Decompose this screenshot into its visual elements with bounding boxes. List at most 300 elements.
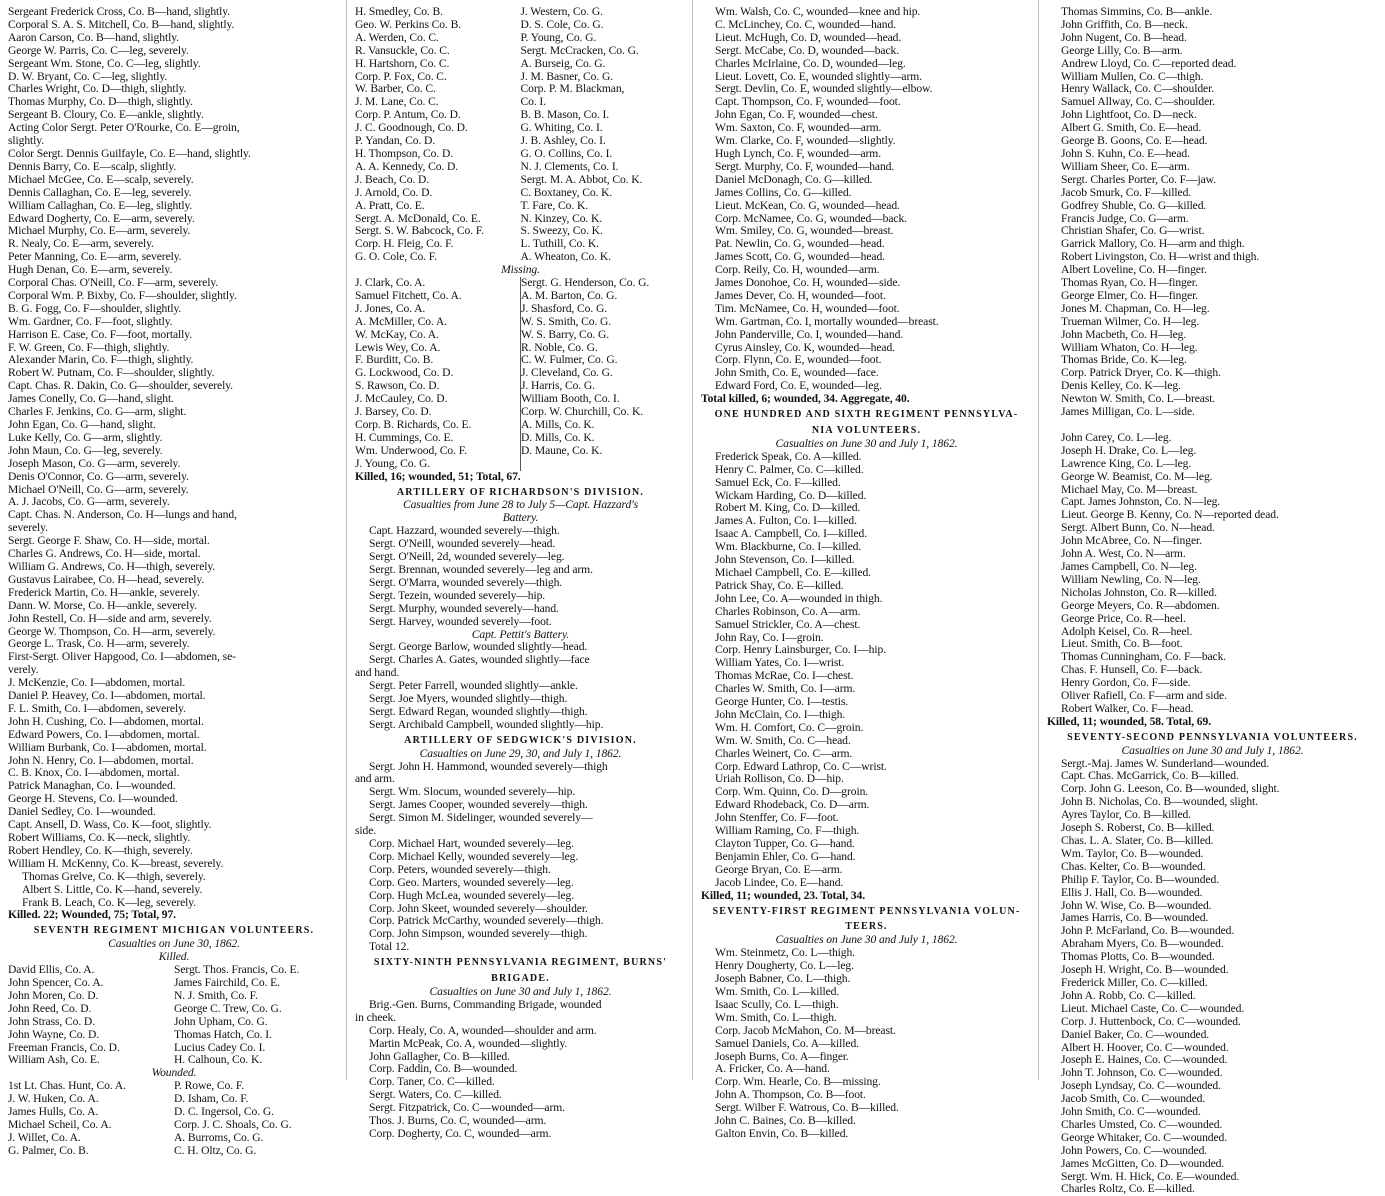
casualty-entry: John Macbeth, Co. H—leg. [1061, 327, 1187, 341]
name-pair-row [355, 187, 686, 200]
name-entry-right: John Upham, Co. G. [174, 1014, 268, 1028]
name-entry-right: L. Tuthill, Co. K. [520, 237, 599, 251]
casualty-entry: Capt. Thompson, Co. F, wounded—foot. [715, 95, 901, 109]
casualty-entry: Charles Umsted, Co. C—wounded. [1061, 1117, 1223, 1131]
casualty-entry: Hugh Denan, Co. E—arm, severely. [8, 263, 173, 277]
casualty-entry: Uriah Rollison, Co. D—hip. [715, 772, 844, 786]
casualty-entry: Sergt. Wm. H. Hick, Co. E—wounded. [1061, 1169, 1240, 1183]
name-pair-row [8, 1029, 340, 1042]
name-entry-left: A. A. Kennedy, Co. D. [355, 159, 459, 173]
casualty-entry: John Carey, Co. L—leg. [1061, 430, 1172, 444]
casualty-entry: John A. Thompson, Co. B—foot. [715, 1088, 866, 1102]
casualty-entry: Patrick Managhan, Co. I—wounded. [8, 779, 176, 793]
name-entry-left: Sergt. S. W. Babcock, Co. F. [355, 224, 485, 238]
casualty-entry: Charles Robinson, Co. A—arm. [715, 604, 861, 618]
casualty-entry: Corp. Faddin, Co. B—wounded. [369, 1062, 518, 1076]
casualty-entry: John Panderville, Co. I, wounded—hand. [715, 327, 904, 341]
casualty-entry: Sergt. Wilber F. Watrous, Co. B—killed. [715, 1101, 899, 1115]
casualty-entry: John Powers, Co. C—wounded. [1061, 1143, 1208, 1157]
casualty-entry: Aaron Carson, Co. B—hand, slightly. [8, 30, 179, 44]
casualty-entry: George W. Thompson, Co. H—arm, severely. [8, 624, 216, 638]
name-pair-row [355, 148, 686, 161]
casualty-entry: James McGitten, Co. D—wounded. [1061, 1156, 1225, 1170]
casualty-entry: Sergt. Archibald Campbell, wounded slightly—hip. [369, 717, 604, 731]
section-heading: NIA VOLUNTEERS. [811, 425, 922, 436]
casualty-entry: John W. Wise, Co. B—wounded. [1061, 898, 1212, 912]
name-entry-left: Sergt. A. McDonald, Co. E. [355, 211, 481, 225]
casualty-entry: Lieut. Michael Caste, Co. C—wounded. [1061, 1001, 1245, 1015]
section-subheading: Casualties on June 30 and July 1, 1862. [429, 984, 612, 998]
casualty-entry: B. G. Fogg, Co. F—shoulder, slightly. [8, 301, 182, 315]
casualty-entry: George Hunter, Co. I—testis. [715, 695, 849, 709]
name-entry-left: G. O. Cole, Co. F. [355, 250, 437, 264]
casualty-entry: John Ray, Co. I—groin. [715, 630, 824, 644]
casualty-entry: Sergt. Charles A. Gates, wounded slightly—face [369, 653, 590, 667]
casualty-entry: John Egan, Co. G—hand, slight. [8, 418, 156, 431]
casualty-total: Killed, 16; wounded, 51; Total, 67. [355, 469, 521, 483]
name-entry-left: David Ellis, Co. A. [8, 963, 95, 977]
casualty-entry: Cyrus Ainsley, Co. K, wounded—head. [715, 340, 895, 354]
casualty-entry: John Stevenson, Co. I—killed. [715, 553, 855, 567]
name-entry-left: Michael Scheil, Co. A. [8, 1117, 112, 1131]
casualty-entry: George H. Stevens, Co. I—wounded. [8, 792, 178, 806]
casualty-entry: Wm. Gartman, Co. I, mortally wounded—breast. [715, 314, 939, 328]
casualty-entry: Michael Campbell, Co. E—killed. [715, 565, 871, 579]
casualty-entry: Daniel P. Heavey, Co. I—abdomen, mortal. [8, 689, 206, 703]
name-pair-row [355, 277, 686, 290]
casualty-entry: Isaac Scully, Co. L—thigh. [715, 997, 839, 1011]
casualty-entry: James Milligan, Co. L—side. [1061, 405, 1195, 419]
name-entry-right: Thomas Hatch, Co. I. [174, 1027, 272, 1041]
casualty-entry: Corp. Edward Lathrop, Co. C—wrist. [715, 759, 887, 773]
casualty-entry: Samuel Eck, Co. F—killed. [715, 475, 841, 489]
casualty-entry: John Egan, Co. F, wounded—chest. [715, 108, 878, 122]
name-entry-right: G. O. Collins, Co. I. [520, 146, 613, 160]
name-entry-right: C. Boxtaney, Co. K. [520, 185, 613, 199]
casualty-entry: Albert Loveline, Co. H—finger. [1061, 263, 1207, 277]
casualty-entry: Martin McPeak, Co. A, wounded—slightly. [369, 1036, 568, 1050]
casualty-entry: Corporal Wm. P. Bixby, Co. F—shoulder, slightly. [8, 288, 237, 302]
casualty-entry: Wm. Smith, Co. L—killed. [715, 984, 840, 998]
casualty-entry: Joseph H. Wright, Co. B—wounded. [1061, 963, 1229, 977]
casualty-entry: Francis Judge, Co. G—arm. [1061, 211, 1189, 225]
name-entry-right [521, 458, 686, 471]
casualty-entry: William Callaghan, Co. E—leg, slightly. [8, 198, 193, 212]
name-pair-row [355, 458, 686, 471]
name-entry-left: Freeman Francis, Co. D. [8, 1040, 120, 1054]
casualty-entry: Denis O'Connor, Co. G—arm, severely. [8, 469, 189, 483]
name-entry-left: A. McMiller, Co. A. [355, 316, 521, 329]
casualty-entry: Charles Weinert, Co. C—arm. [715, 746, 853, 760]
section-subheading: Casualties on June 30, 1862. [108, 937, 240, 951]
casualty-entry: Sergt. George Barlow, wounded slightly—head. [369, 640, 588, 654]
name-entry-left: S. Rawson, Co. D. [355, 380, 521, 393]
name-entry-left: 1st Lt. Chas. Hunt, Co. A. [8, 1079, 126, 1093]
casualty-entry: Charles W. Smith, Co. I—arm. [715, 682, 856, 696]
name-pair-row [355, 200, 686, 213]
casualty-entry: slightly. [8, 134, 45, 148]
casualty-entry: Sergt. George F. Shaw, Co. H—side, mortal. [8, 534, 210, 548]
casualty-entry: Samuel Strickler, Co. A—chest. [715, 617, 861, 631]
casualty-entry: William G. Andrews, Co. H—thigh, severely. [8, 559, 216, 573]
casualty-entry: Samuel Allway, Co. C—shoulder. [1061, 95, 1216, 109]
section-subheading: Killed. [158, 950, 190, 964]
name-pair-row [355, 19, 686, 32]
casualty-entry: Robert Williams, Co. K—neck, slightly. [8, 831, 191, 844]
name-entry-right: S. Sweezy, Co. K. [520, 224, 603, 238]
casualty-entry: Denis Kelley, Co. K—leg. [1061, 379, 1181, 393]
casualty-entry: Garrick Mallory, Co. H—arm and thigh. [1061, 237, 1245, 251]
casualty-entry: Thomas Plotts, Co. B—wounded. [1061, 950, 1215, 964]
casualty-entry: Sergeant Wm. Stone, Co. C—leg, slightly. [8, 56, 201, 70]
casualty-entry: Christian Shafer, Co. G—wrist. [1061, 224, 1205, 238]
name-entry-left: R. Vansuckle, Co. C. [355, 43, 450, 57]
casualty-entry: Edward Ford, Co. E, wounded—leg. [715, 379, 882, 393]
casualty-entry: Corporal S. A. S. Mitchell, Co. B—hand, slightly. [8, 17, 235, 31]
name-entry-right: H. Calhoun, Co. K. [174, 1053, 263, 1067]
name-entry-left: J. Willet, Co. A. [8, 1130, 81, 1144]
casualty-entry: James A. Fulton, Co. I—killed. [715, 514, 857, 528]
name-entry-left: A. Pratt, Co. E. [355, 198, 425, 212]
casualty-entry: F. W. Green, Co. F—thigh, slightly. [8, 340, 170, 354]
section-subheading: Casualties on June 30 and July 1, 1862. [775, 436, 958, 450]
name-entry-left: Lewis Wey, Co. A. [355, 342, 521, 355]
casualty-entry: Adolph Keisel, Co. R—heel. [1061, 624, 1193, 638]
casualty-entry: and arm. [355, 772, 395, 786]
casualty-entry: Charles Roltz, Co. E—killed. [1061, 1182, 1195, 1196]
casualty-entry: Sergt. McCabe, Co. D, wounded—back. [715, 43, 900, 57]
casualty-entry: Dennis Callaghan, Co. E—leg, severely. [8, 185, 192, 199]
section-subheading: Casualties from June 28 to July 5—Capt. Hazzard's [402, 498, 639, 512]
casualty-entry: William H. McKenny, Co. K—breast, severely. [8, 856, 224, 870]
casualty-entry: Wickam Harding, Co. D—killed. [715, 488, 867, 502]
casualty-entry: Sergt. Peter Farrell, wounded slightly—ankle. [369, 679, 578, 693]
name-entry-left: Corp. P. Fox, Co. C. [355, 69, 447, 83]
casualty-entry: Thomas Bride, Co. K—leg. [1061, 353, 1187, 367]
section-heading: ARTILLERY OF RICHARDSON'S DIVISION. [396, 486, 645, 498]
name-pair-row [8, 1003, 340, 1016]
casualty-entry: Wm. Taylor, Co. B—wounded. [1061, 846, 1204, 860]
casualty-entry: Capt. Ansell, D. Wass, Co. K—foot, slightly. [8, 818, 212, 832]
casualty-entry: Sergt. O'Neill, 2d, wounded severely—leg. [369, 550, 565, 564]
name-pair-row [355, 445, 686, 458]
casualty-entry: Harrison E. Case, Co. F—foot, mortally. [8, 327, 193, 341]
name-entry-right: George C. Trew, Co. G. [174, 1001, 282, 1015]
casualty-entry: John McClain, Co. I—thigh. [715, 707, 846, 721]
name-pair-row [355, 6, 686, 19]
casualty-entry: Clayton Tupper, Co. G—hand. [715, 837, 855, 850]
casualty-entry: Corp. Michael Hart, wounded severely—leg. [369, 837, 574, 850]
casualty-entry: Lieut. George B. Kenny, Co. N—reported dead. [1061, 508, 1279, 522]
casualty-entry: Edward Rhodeback, Co. D—arm. [715, 798, 870, 812]
casualty-entry: Wm. Smith, Co. L—thigh. [715, 1010, 837, 1024]
casualty-entry: C. B. Knox, Co. I—abdomen, mortal. [8, 766, 180, 780]
casualty-entry: Wm. Walsh, Co. C, wounded—knee and hip. [715, 5, 921, 18]
casualty-entry: Joseph E. Haines, Co. C—wounded. [1061, 1053, 1228, 1067]
casualty-entry: Dennis Barry, Co. E—scalp, slightly. [8, 159, 177, 173]
section-subheading: Missing. [501, 263, 540, 277]
casualty-entry: Charles Wright, Co. D—thigh, slightly. [8, 82, 187, 96]
casualty-entry: Isaac A. Campbell, Co. I—killed. [715, 527, 867, 541]
casualty-entry: James Donohoe, Co. H, wounded—side. [715, 276, 901, 290]
casualty-entry: Jacob Smurk, Co. F—killed. [1061, 185, 1192, 199]
casualty-entry: John A. West, Co. N—arm. [1061, 547, 1186, 561]
casualty-entry: Michael O'Neill, Co. G—arm, severely. [8, 482, 189, 496]
casualty-entry: Jones M. Chapman, Co. H—leg. [1061, 301, 1210, 315]
name-pair-row [8, 1106, 340, 1119]
section-heading: SEVENTH REGIMENT MICHIGAN VOLUNTEERS. [33, 925, 315, 937]
name-pair-row [8, 990, 340, 1003]
casualty-entry: Frederick Miller, Co. C—killed. [1061, 975, 1208, 989]
casualty-entry: Corp. Wm. Quinn, Co. D—groin. [715, 785, 869, 799]
name-entry-right: William Booth, Co. I. [521, 392, 620, 406]
casualty-entry: Thomas Grelve, Co. K—thigh, severely. [22, 869, 206, 883]
casualty-entry: John N. Henry, Co. I—abdomen, mortal. [8, 753, 194, 767]
casualty-entry: Frederick Martin, Co. H—ankle, severely. [8, 585, 200, 599]
casualty-entry: John Maun, Co. G—leg, severely. [8, 443, 163, 457]
casualty-entry: Sergt. Waters, Co. C—killed. [369, 1088, 502, 1102]
casualty-entry: William Whaton, Co. H—leg. [1061, 340, 1198, 354]
casualty-entry: J. McKenzie, Co. I—abdomen, mortal. [8, 676, 186, 690]
casualty-entry: Jacob Smith, Co. C—wounded. [1061, 1092, 1206, 1106]
casualty-entry: Corp. Patrick Dryer, Co. K—thigh. [1061, 366, 1221, 380]
casualty-entry: Michael Murphy, Co. E—arm, severely. [8, 224, 191, 238]
casualty-entry: Edward Powers, Co. I—abdomen, mortal. [8, 727, 200, 741]
casualty-entry: Thomas Cunningham, Co. F—back. [1061, 650, 1227, 664]
name-entry-right: J. Shasford, Co. G. [521, 301, 608, 315]
casualty-entry: Joseph Lyndsay, Co. C—wounded. [1061, 1079, 1221, 1093]
name-pair-row [8, 1145, 340, 1158]
name-entry-right: D. Maune, Co. K. [521, 443, 603, 457]
casualty-entry: Ayres Taylor, Co. B—killed. [1061, 808, 1191, 822]
casualty-entry: Sergt. Simon M. Sidelinger, wounded severely— [369, 811, 593, 825]
name-entry-left: J. C. Goodnough, Co. D. [355, 121, 468, 135]
casualty-entry: Sergeant Frederick Cross, Co. B—hand, slightly. [8, 5, 231, 18]
casualty-total: Killed, 11; wounded, 58. Total, 69. [1047, 714, 1212, 728]
name-entry-right: James Fairchild, Co. E. [174, 975, 280, 989]
name-entry-left: H. Hartshorn, Co. C. [355, 56, 450, 70]
name-pair-row [355, 161, 686, 174]
name-entry-right: N. J. Smith, Co. F. [174, 988, 258, 1002]
name-entry-left: John Strass, Co. D. [8, 1014, 95, 1028]
name-entry-right: D. C. Ingersol, Co. G. [174, 1105, 274, 1119]
casualty-entry: Sergt. Edward Regan, wounded slightly—thigh. [369, 704, 588, 718]
casualty-entry: R. Nealy, Co. E—arm, severely. [8, 237, 154, 251]
name-entry-left: Geo. W. Perkins Co. B. [355, 17, 462, 31]
casualty-entry: Total 12. [369, 940, 410, 954]
name-entry-left: Corp. P. Antum, Co. D. [355, 108, 461, 122]
casualty-entry: Corp. Peters, wounded severely—thigh. [369, 862, 551, 876]
name-entry-right: Sergt. McCracken, Co. G. [520, 43, 639, 57]
casualty-entry: Corp. Henry Lainsburger, Co. I—hip. [715, 643, 886, 657]
name-entry-left: P. Yandan, Co. D. [355, 134, 436, 148]
casualty-entry: Corp. Wm. Hearle, Co. B—missing. [715, 1075, 881, 1089]
section-heading: ONE HUNDRED AND SIXTH REGIMENT PENNSYLVA- [714, 409, 1019, 421]
name-entry-right: C. W. Fulmer, Co. G. [521, 353, 618, 367]
casualty-entry: Henry Gordon, Co. F—side. [1061, 676, 1191, 690]
casualty-entry: Charles F. Jenkins, Co. G—arm, slight. [8, 405, 187, 419]
casualty-entry: John S. Kuhn, Co. E—head. [1061, 146, 1190, 160]
name-entry-right: W. S. Smith, Co. G. [521, 314, 612, 328]
casualty-entry: Lieut. McKean, Co. G, wounded—head. [715, 198, 900, 212]
casualty-entry: Sergt. Murphy, Co. F, wounded—hand. [715, 159, 895, 173]
casualty-entry: Oliver Rafiell, Co. F—arm and side. [1061, 689, 1227, 703]
name-entry-left: H. Smedley, Co. B. [355, 5, 443, 18]
casualty-entry: Nicholas Johnston, Co. R—killed. [1061, 585, 1217, 599]
casualty-entry: Michael May, Co. M—breast. [1061, 482, 1198, 496]
casualty-entry: severely. [8, 521, 48, 535]
casualty-entry: Sergeant B. Cloury, Co. E—ankle, slightly. [8, 108, 204, 122]
casualty-entry: Dann. W. Morse, Co. H—ankle, severely. [8, 598, 197, 612]
casualty-entry: Corp. Geo. Marters, wounded severely—leg. [369, 875, 574, 889]
casualty-entry: Daniel Baker, Co. C—wounded. [1061, 1027, 1210, 1041]
casualty-entry: Thomas Ryan, Co. H—finger. [1061, 276, 1198, 290]
casualty-entry: Frederick Speak, Co. A—killed. [715, 449, 862, 463]
name-entry-left: J. Jones, Co. A. [355, 303, 521, 316]
name-entry-left: F. Burditt, Co. B. [355, 354, 521, 367]
name-entry-left: J. W. Huken, Co. A. [8, 1092, 99, 1106]
casualty-entry: John Nugent, Co. B—head. [1061, 30, 1187, 44]
casualty-entry: Sergt. Brennan, wounded severely—leg and arm. [369, 562, 593, 576]
casualty-entry: Joseph S. Roberst, Co. B—killed. [1061, 821, 1215, 835]
casualty-entry: Robert W. Putnam, Co. F—shoulder, slightly. [8, 366, 215, 380]
name-entry-right: G. Whiting, Co. I. [520, 121, 603, 135]
casualty-entry: John Lightfoot, Co. D—neck. [1061, 108, 1197, 122]
name-pair-row [355, 45, 686, 58]
name-entry-right: Lucius Cadey Co. I. [174, 1040, 266, 1054]
casualty-entry: Robert M. King, Co. D—killed. [715, 501, 861, 515]
name-entry-left: J. McCauley, Co. D. [355, 393, 521, 406]
casualty-entry: John Stenffer, Co. F—foot. [715, 811, 839, 825]
casualty-entry: John T. Johnson, Co. C—wounded. [1061, 1066, 1223, 1080]
casualty-entry: Joseph Babner, Co. L—thigh. [715, 972, 851, 986]
casualty-entry: Alexander Marin, Co. F—thigh, slightly. [8, 353, 194, 367]
casualty-entry: James Dever, Co. H, wounded—foot. [715, 288, 886, 302]
casualty-entry: Andrew Lloyd, Co. C—reported dead. [1061, 56, 1237, 70]
casualty-entry: verely. [8, 663, 39, 677]
casualty-entry: John Griffith, Co. B—neck. [1061, 17, 1188, 31]
name-entry-left: A. Werden, Co. C. [355, 30, 439, 44]
casualty-entry: Charles G. Andrews, Co. H—side, mortal. [8, 547, 201, 561]
name-entry-right: R. Noble, Co. G. [521, 340, 598, 354]
name-entry-right: A. Mills, Co. K. [521, 418, 595, 431]
casualty-entry: Corp. John Simpson, wounded severely—thigh. [369, 927, 588, 941]
name-pair-row [355, 419, 686, 432]
casualty-entry: Pat. Newlin, Co. G, wounded—head. [715, 237, 885, 251]
section-subheading: Casualties on June 30 and July 1, 1862. [775, 933, 958, 947]
name-entry-left: G. Lockwood, Co. D. [355, 367, 521, 380]
name-pair-row [8, 1132, 340, 1145]
casualty-entry: First-Sergt. Oliver Hapgood, Co. I—abdomen, se- [8, 650, 236, 664]
name-pair-row [355, 58, 686, 71]
casualty-entry: Tim. McNamee, Co. H, wounded—foot. [715, 301, 900, 315]
name-entry-right: J. Cleveland, Co. G. [521, 366, 613, 380]
casualty-entry: John McAbree, Co. N—finger. [1061, 534, 1202, 548]
casualty-entry: Corp. Patrick McCarthy, wounded severely—thigh. [369, 914, 604, 928]
casualty-entry: Robert Walker, Co. F—head. [1061, 701, 1194, 715]
name-entry-left: J. Clark, Co. A. [355, 277, 521, 290]
casualty-total: Killed. 22; Wounded, 75; Total, 97. [8, 908, 176, 922]
casualty-entry: William Sheer, Co. E—arm. [1061, 159, 1190, 173]
section-subheading: Capt. Pettit's Battery. [471, 627, 570, 641]
casualty-entry: Godfrey Shuble, Co. G—killed. [1061, 198, 1207, 212]
name-entry-left: John Reed, Co. D. [8, 1001, 92, 1015]
casualty-entry: William Yates, Co. I—wrist. [715, 656, 845, 670]
casualty-entry: James Scott, Co. G, wounded—head. [715, 250, 885, 264]
name-entry-right: J. Western, Co. G. [520, 5, 603, 18]
casualty-entry: Daniel Sedley, Co. I—wounded. [8, 805, 156, 819]
name-entry-left: W. McKay, Co. A. [355, 329, 521, 342]
casualty-entry: Lieut. Lovett, Co. E, wounded slightly—arm. [715, 69, 922, 83]
casualty-entry: Corp. Jacob McMahon, Co. M—breast. [715, 1023, 896, 1037]
casualty-entry: A. Fricker, Co. A—hand. [715, 1062, 830, 1076]
name-entry-left: Wm. Underwood, Co. F. [355, 445, 521, 458]
casualty-entry: Capt. James Johnston, Co. N—leg. [1061, 495, 1221, 509]
name-entry-left: W. Barber, Co. C. [355, 82, 436, 96]
casualty-entry: Capt. Hazzard, wounded severely—thigh. [369, 524, 560, 538]
casualty-entry: John A. Robb, Co. C—killed. [1061, 988, 1196, 1002]
name-entry-right: T. Fare, Co. K. [520, 198, 589, 212]
casualty-entry: Sergt.-Maj. James W. Sunderland—wounded. [1061, 756, 1269, 770]
casualty-entry: Capt. Chas. McGarrick, Co. B—killed. [1061, 769, 1239, 783]
name-entry-right: D. Isham, Co. F. [174, 1092, 249, 1106]
casualty-entry: Brig.-Gen. Burns, Commanding Brigade, wounded [369, 997, 602, 1011]
casualty-entry: John P. McFarland, Co. B—wounded. [1061, 924, 1235, 938]
casualty-entry: Joseph H. Drake, Co. L—leg. [1061, 443, 1197, 457]
casualty-entry: A. J. Jacobs, Co. G—arm, severely. [8, 495, 170, 509]
casualty-entry: Sergt. Joe Myers, wounded slightly—thigh. [369, 692, 568, 706]
casualty-entry: Color Sergt. Dennis Guilfayle, Co. E—hand, slightly. [8, 146, 251, 160]
name-entry-left: J. Young, Co. G. [355, 458, 521, 471]
casualty-entry: George Lilly, Co. B—arm. [1061, 43, 1183, 57]
casualty-entry: Hugh Lynch, Co. F, wounded—arm. [715, 146, 881, 160]
casualty-entry: Trueman Wilmer, Co. H—leg. [1061, 314, 1200, 328]
casualty-entry: Frank B. Leach, Co. K—leg, severely. [22, 895, 197, 909]
casualty-entry: George L. Trask, Co. H—arm, severely. [8, 637, 190, 651]
casualty-total: Total killed, 6; wounded, 34. Aggregate, 40. [701, 392, 910, 406]
casualty-entry: George Price, Co. R—heel. [1061, 611, 1186, 625]
name-entry-left: J. Arnold, Co. D. [355, 185, 433, 199]
name-entry-right: A. Wheaton, Co. K. [520, 250, 611, 264]
casualty-entry: side. [355, 824, 377, 838]
name-entry-right: Sergt. G. Henderson, Co. G. [521, 276, 650, 290]
section-subheading: Wounded. [151, 1066, 197, 1080]
casualty-entry: George W. Parris, Co. C—leg, severely. [8, 43, 189, 57]
casualty-entry: Jacob Lindee, Co. E—hand. [715, 875, 844, 889]
casualty-entry: Henry Dougherty, Co. L—leg. [715, 959, 854, 973]
casualty-entry: George Elmer, Co. H—finger. [1061, 288, 1199, 302]
name-entry-right: Co. I. [520, 95, 546, 109]
name-pair-row [8, 977, 340, 990]
name-pair-row [355, 290, 686, 303]
name-entry-right: N. Kinzey, Co. K. [520, 211, 603, 225]
name-entry-left: Samuel Fitchett, Co. A. [355, 290, 521, 303]
name-entry-left: G. Palmer, Co. B. [8, 1143, 89, 1157]
casualty-entry: Wm. H. Comfort, Co. C—groin. [715, 720, 864, 734]
section-heading: BRIGADE. [491, 973, 550, 985]
casualty-entry: Wm. Steinmetz, Co. L—thigh. [715, 946, 855, 960]
casualty-entry: Sergt. Albert Bunn, Co. N—head. [1061, 521, 1215, 535]
casualty-entry: Thomas Simmins, Co. B—ankle. [1061, 5, 1213, 18]
casualty-entry: Joseph Burns, Co. A—finger. [715, 1049, 849, 1063]
casualty-entry: James Conelly, Co. G—hand, slight. [8, 392, 174, 406]
casualty-entry: Michael McGee, Co. E—scalp, severely. [8, 172, 194, 186]
casualty-entry: Sergt. John H. Hammond, wounded severely—thigh [369, 759, 608, 773]
name-entry-right: C. H. Oltz, Co. G. [174, 1143, 257, 1157]
name-pair-row [355, 32, 686, 45]
name-entry-right: B. B. Mason, Co. I. [520, 108, 610, 122]
casualty-entry: Abraham Myers, Co. B—wounded. [1061, 937, 1224, 951]
